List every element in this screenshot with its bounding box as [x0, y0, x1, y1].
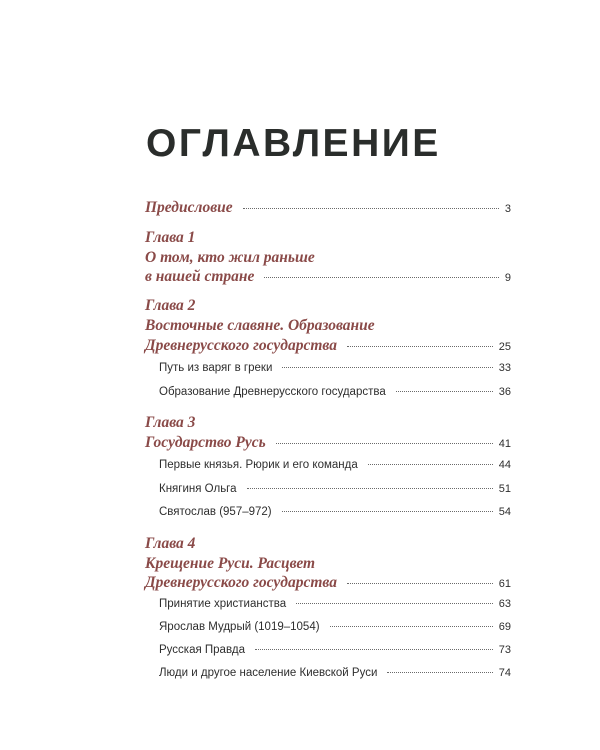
toc-section[interactable]: [159, 621, 511, 633]
chapter-1-number: Глава 1: [145, 229, 196, 246]
toc-entry-preface[interactable]: [145, 199, 511, 217]
dot-leader: [247, 488, 493, 489]
toc-page-number: 51: [498, 483, 511, 495]
dot-leader: [347, 346, 493, 347]
toc-page-number: 36: [498, 386, 511, 398]
toc-entry-label: в нашей стране: [145, 268, 255, 285]
chapter-2-title-line: Восточные славяне. Образование: [145, 317, 375, 334]
toc-section-label: Первые князья. Рюрик и его команда: [159, 459, 358, 471]
dot-leader: [368, 464, 493, 465]
toc-section[interactable]: [159, 506, 511, 518]
dot-leader: [296, 603, 493, 604]
toc-section-label: Принятие христианства: [159, 598, 287, 610]
toc-section-label: Люди и другое население Киевской Руси: [159, 667, 378, 679]
dot-leader: [330, 626, 493, 627]
dot-leader: [243, 208, 499, 209]
toc-page-number: 54: [498, 506, 511, 518]
chapter-2-number: Глава 2: [145, 297, 196, 314]
dot-leader: [347, 583, 493, 584]
toc-section[interactable]: [159, 362, 511, 374]
dot-leader: [276, 443, 493, 444]
dot-leader: [282, 511, 493, 512]
toc-section[interactable]: [159, 483, 511, 495]
chapter-4-number: Глава 4: [145, 535, 196, 552]
toc-page-number: 3: [504, 203, 511, 215]
toc-entry-chapter-3[interactable]: [145, 434, 511, 452]
toc-page-number: 74: [498, 667, 511, 679]
dot-leader: [396, 391, 493, 392]
chapter-3-number: Глава 3: [145, 414, 196, 431]
toc-section-label: Русская Правда: [159, 644, 246, 656]
toc-section-label: Образование Древнерусского государства: [159, 386, 386, 398]
toc-entry-chapter-4[interactable]: [145, 574, 511, 592]
toc-section[interactable]: [159, 386, 511, 398]
toc-section[interactable]: [159, 644, 511, 656]
chapter-4-title-line: Крещение Руси. Расцвет: [145, 555, 316, 572]
toc-page-number: 69: [498, 621, 511, 633]
toc-entry-label: Древнерусского государства: [145, 574, 337, 591]
toc-page-number: 44: [498, 459, 511, 471]
dot-leader: [387, 672, 492, 673]
toc-section[interactable]: [159, 459, 511, 471]
toc-section[interactable]: [159, 598, 511, 610]
dot-leader: [282, 367, 492, 368]
toc-page-number: 9: [504, 272, 511, 284]
toc-entry-chapter-2[interactable]: [145, 337, 511, 355]
toc-page-number: 33: [498, 362, 511, 374]
dot-leader: [264, 277, 499, 278]
toc-page-number: 25: [498, 341, 511, 353]
toc-section-label: Путь из варяг в греки: [159, 362, 273, 374]
toc-entry-chapter-1[interactable]: [145, 268, 511, 286]
toc-page-number: 41: [498, 438, 511, 450]
toc-entry-label: Предисловие: [145, 199, 233, 216]
page-title: ОГЛАВЛЕНИЕ: [146, 122, 441, 165]
toc-section[interactable]: [159, 667, 511, 679]
chapter-1-title-line: О том, кто жил раньше: [145, 249, 315, 266]
toc-section-label: Княгиня Ольга: [159, 483, 237, 495]
toc-entry-label: Древнерусского государства: [145, 337, 337, 354]
toc-page-number: 63: [498, 598, 511, 610]
toc-entry-label: Государство Русь: [145, 434, 266, 451]
dot-leader: [255, 649, 493, 650]
toc-page-number: 73: [498, 644, 511, 656]
toc-section-label: Святослав (957–972): [159, 506, 272, 518]
toc-page-number: 61: [498, 578, 511, 590]
toc-section-label: Ярослав Мудрый (1019–1054): [159, 621, 320, 633]
